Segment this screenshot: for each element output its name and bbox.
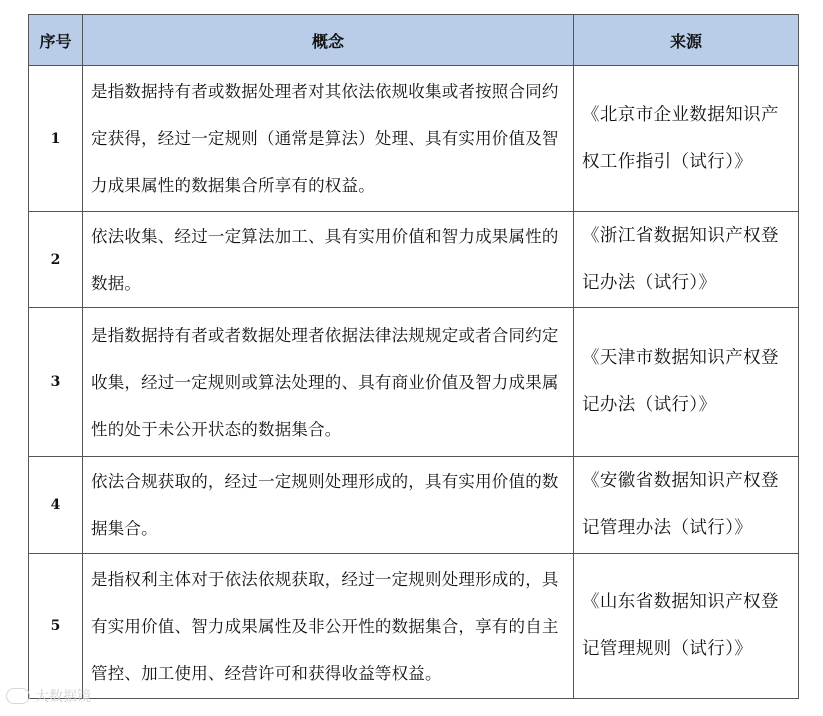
- row-source: 《山东省数据知识产权登记管理规则（试行）》: [574, 554, 799, 699]
- concept-table: [28, 14, 799, 699]
- row-concept: 是指数据持有者或者数据处理者依据法律法规规定或者合同约定收集，经过一定规则或算法处理的、具有商业价值及智力成果属性的处于未公开状态的数据集合。: [83, 308, 574, 457]
- table-row: [29, 554, 799, 699]
- header-concept: 概念: [83, 15, 574, 66]
- row-index: 3: [29, 308, 83, 457]
- row-source: 《北京市企业数据知识产权工作指引（试行）》: [574, 66, 799, 212]
- table-row: [29, 457, 799, 554]
- row-concept: 是指权利主体对于依法依规获取，经过一定规则处理形成的，具有实用价值、智力成果属性及非公开性的数据集合，享有的自主管控、加工使用、经营许可和获得收益等权益。: [83, 554, 574, 699]
- row-source: 《浙江省数据知识产权登记办法（试行）》: [574, 212, 799, 308]
- row-source: 《天津市数据知识产权登记办法（试行）》: [574, 308, 799, 457]
- header-source: 来源: [574, 15, 799, 66]
- row-index: 1: [29, 66, 83, 212]
- table-header-row: [29, 15, 799, 66]
- watermark-logo-icon: [6, 688, 30, 704]
- row-concept: 依法合规获取的，经过一定规则处理形成的，具有实用价值的数据集合。: [83, 457, 574, 554]
- row-index: 5: [29, 554, 83, 699]
- watermark-text: 大数据镜: [35, 689, 91, 705]
- row-concept: 依法收集、经过一定算法加工、具有实用价值和智力成果属性的数据。: [83, 212, 574, 308]
- table-row: [29, 212, 799, 308]
- row-source: 《安徽省数据知识产权登记管理办法（试行）》: [574, 457, 799, 554]
- table-row: [29, 308, 799, 457]
- header-index: 序号: [29, 15, 83, 66]
- table-row: [29, 66, 799, 212]
- row-concept: 是指数据持有者或数据处理者对其依法依规收集或者按照合同约定获得，经过一定规则（通常是算法）处理、具有实用价值及智力成果属性的数据集合所享有的权益。: [83, 66, 574, 212]
- row-index: 2: [29, 212, 83, 308]
- row-index: 4: [29, 457, 83, 554]
- watermark: [6, 686, 91, 706]
